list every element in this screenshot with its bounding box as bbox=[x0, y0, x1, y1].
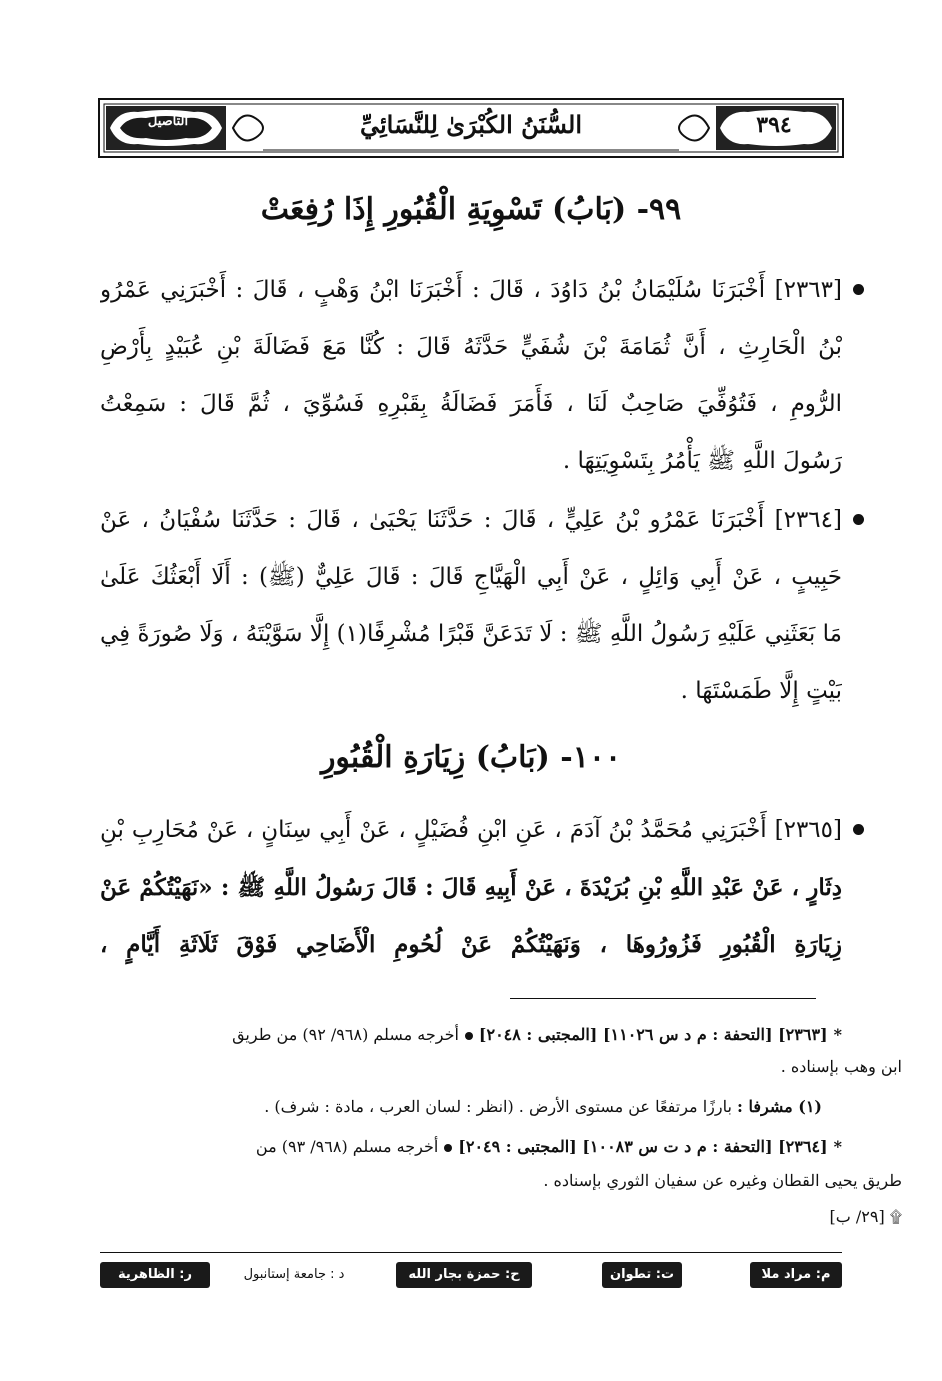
asterisk-icon: * bbox=[833, 1025, 842, 1044]
hadith-2365 bbox=[100, 802, 842, 973]
folio-text: [٢٩/ ب] bbox=[829, 1207, 885, 1226]
hadith-2364 bbox=[100, 492, 842, 720]
footnote-text: بارزًا مرتفعًا عن مستوى الأرض . (انظر : لسان العرب ، مادة : شرف) . bbox=[264, 1097, 732, 1116]
hadith-2363 bbox=[100, 262, 842, 490]
hadith-line: [٢٣٦٤] أَخْبَرَنَا عَمْرُو بْنُ عَلِيٍّ ، قَالَ : حَدَّثَنَا يَحْيَىٰ ، قَالَ : حَدَّثَنَا سُفْيَانُ ، عَنْ bbox=[100, 507, 842, 533]
manuscript-h-badge: ح: حمزة بجار الله bbox=[396, 1262, 532, 1288]
footnote-2363 bbox=[100, 1020, 842, 1050]
chapter-heading-99: ٩٩- (بَابُ) تَسْوِيَةِ الْقُبُورِ إِذَا رُفِعَتْ bbox=[260, 192, 682, 227]
footnote-ref: [٢٣٦٤] [التحفة : م د ت س ١٠٠٨٣] [المجتبى : ٢٠٤٩] bbox=[458, 1137, 828, 1156]
hadith-line: مَا بَعَثَنِي عَلَيْهِ رَسُولُ اللَّهِ ﷺ : لَا تَدَعَنَّ قَبْرًا مُشْرِفًا(١) إِلَّا سَوَّيْتَهُ ، وَلَا صُورَةً فِي bbox=[100, 621, 842, 647]
bullet-icon bbox=[465, 1032, 473, 1040]
bullet-icon bbox=[444, 1144, 452, 1152]
hadith-line: دِثَارٍ ، عَنْ عَبْدِ اللَّهِ بْنِ بُرَيْدَةَ ، عَنْ أَبِيهِ قَالَ : قَالَ رَسُولُ اللَّهِ ﷺ : «نَهَيْتُكُمْ عَنْ bbox=[100, 874, 842, 901]
hadith-line: بْنُ الْحَارِثِ ، أَنَّ ثُمَامَةَ بْنَ شُفَيٍّ حَدَّثَهُ قَالَ : كُنَّا مَعَ فَضَالَةَ بْنِ عُبَيْدٍ بِأَرْضِ bbox=[100, 334, 842, 360]
manuscript-t-badge: ت: تطوان bbox=[602, 1262, 682, 1288]
page-header bbox=[98, 98, 844, 158]
footnote-text: أخرجه مسلم (٩٦٨/ ٩٢) من طريق bbox=[232, 1025, 459, 1044]
bottom-separator bbox=[100, 1252, 842, 1253]
publisher-logo: التأصيل bbox=[147, 114, 189, 129]
bullet-icon bbox=[853, 284, 864, 295]
chapter-heading-100: ١٠٠- (بَابُ) زِيَارَةِ الْقُبُورِ bbox=[320, 740, 622, 775]
footnote-ref: [٢٣٦٣] [التحفة : م د س ١١٠٢٦] [المجتبى : ٢٠٤٨] bbox=[478, 1025, 828, 1044]
manuscript-d-label: د : جامعة إستانبول bbox=[243, 1267, 345, 1282]
footnote-separator bbox=[510, 998, 816, 999]
bullet-icon bbox=[853, 824, 864, 835]
folio-marker bbox=[830, 1202, 902, 1232]
hadith-line: [٢٣٦٣] أَخْبَرَنَا سُلَيْمَانُ بْنُ دَاوُدَ ، قَالَ : أَخْبَرَنَا ابْنُ وَهْبٍ ، قَالَ : أَخْبَرَنِي عَمْرُو bbox=[100, 277, 842, 303]
footnote-term: (١) مشرفا : bbox=[737, 1097, 822, 1116]
folio-marker-icon: ۩ bbox=[889, 1207, 902, 1226]
footnote-2364-cont: طريق يحيى القطان وغيره عن سفيان الثوري بإسناده . bbox=[543, 1171, 902, 1190]
footnote-text: أخرجه مسلم (٩٦٨/ ٩٣) من bbox=[255, 1137, 439, 1156]
manuscript-legend bbox=[100, 1262, 842, 1288]
bullet-icon bbox=[853, 514, 864, 525]
hadith-line: [٢٣٦٥] أَخْبَرَنِي مُحَمَّدُ بْنُ آدَمَ ، عَنِ ابْنِ فُضَيْلٍ ، عَنْ أَبِي سِنَانٍ ، عَنْ مُحَارِبِ بْنِ bbox=[100, 817, 842, 843]
hadith-line: بَيْتٍ إِلَّا طَمَسْتَهَا . bbox=[680, 678, 842, 704]
book-title: السُّنَنُ الكُبْرَىٰ لِلنَّسَائِيِّ bbox=[359, 110, 583, 139]
manuscript-r-badge: ر: الظاهرية bbox=[100, 1262, 210, 1288]
manuscript-m-badge: م: مراد ملا bbox=[750, 1262, 842, 1288]
hadith-line: حَبِيبٍ ، عَنْ أَبِي وَائِلٍ ، عَنْ أَبِي الْهَيَّاجِ قَالَ : قَالَ عَلِيٌّ (ﷺ) : أَلَا أَبْعَثُكَ عَلَىٰ bbox=[100, 564, 842, 590]
hadith-line: الرُّومِ ، فَتُوُفِّيَ صَاحِبٌ لَنَا ، فَأَمَرَ فَضَالَةُ بِقَبْرِهِ فَسُوِّيَ ، ثُمَّ قَالَ : سَمِعْتُ bbox=[100, 391, 842, 417]
hadith-line: رَسُولَ اللَّهِ ﷺ يَأْمُرُ بِتَسْوِيَتِهَا . bbox=[562, 448, 842, 474]
asterisk-icon: * bbox=[833, 1137, 842, 1156]
hadith-line: زِيَارَةِ الْقُبُورِ فَزُورُوهَا ، وَنَهَيْتُكُمْ عَنْ لُحُومِ الْأَضَاحِي فَوْقَ ثَلَاثَةِ أَيَّامٍ ، bbox=[100, 931, 842, 958]
footnote-2363-cont: ابن وهب بإسناده . bbox=[780, 1057, 902, 1076]
footnote-1 bbox=[100, 1092, 842, 1122]
footnote-2364 bbox=[100, 1132, 842, 1162]
page-number: ٣٩٤ bbox=[756, 112, 792, 138]
